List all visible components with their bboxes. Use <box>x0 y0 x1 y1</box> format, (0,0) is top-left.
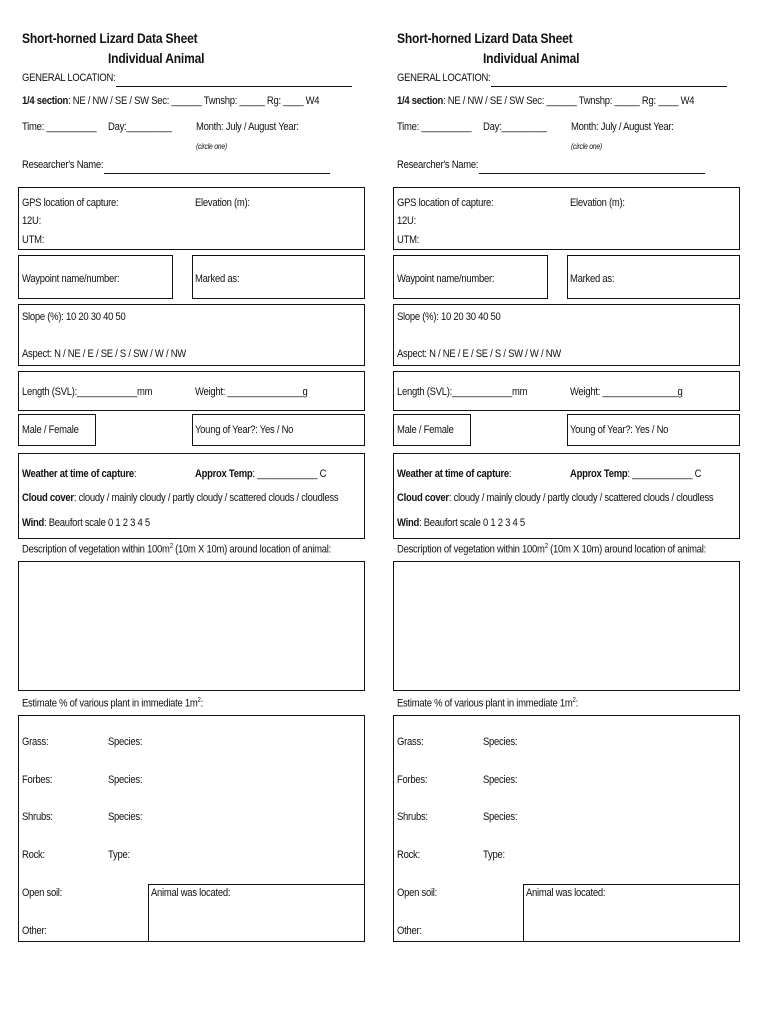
grass-species-label: Species: <box>483 736 518 748</box>
veg-description-label: Description of vegetation within $100m^2$ (10m X 10m) around location of animal: <box>22 543 331 556</box>
aspect-field: Aspect: N / NE / E / SE / S / SW / W / NW <box>397 348 561 360</box>
temp-field: Approx Temp: ____________ C <box>570 468 702 480</box>
aspect-field: Aspect: N / NE / E / SE / S / SW / W / NW <box>22 348 186 360</box>
young-options: Young of Year?: Yes / No <box>195 424 294 436</box>
data-sheet-left <box>18 0 368 1024</box>
marked-as-label: Marked as: <box>570 273 615 285</box>
other-label: Other: <box>397 925 422 937</box>
general-location-label: GENERAL LOCATION: <box>22 72 116 84</box>
rock-label: Rock: <box>397 849 420 861</box>
shrubs-species-label: Species: <box>483 811 518 823</box>
gps-label: GPS location of capture: <box>397 197 494 209</box>
slope-field: Slope (%): 10 20 30 40 50 <box>397 311 501 323</box>
elevation-label: Elevation (m): <box>570 197 625 209</box>
shrubs-species-label: Species: <box>108 811 143 823</box>
forbes-label: Forbes: <box>397 774 428 786</box>
shrubs-label: Shrubs: <box>22 811 53 823</box>
utm-label: UTM: <box>22 234 45 246</box>
estimate-label: Estimate % of various plant in immediate $1m^2$: <box>397 697 579 710</box>
veg-description-box[interactable] <box>393 561 740 691</box>
zone-label: 12U: <box>397 215 416 227</box>
gps-label: GPS location of capture: <box>22 197 119 209</box>
elevation-label: Elevation (m): <box>195 197 250 209</box>
other-label: Other: <box>22 925 47 937</box>
sex-options: Male / Female <box>22 424 79 436</box>
waypoint-label: Waypoint name/number: <box>397 273 495 285</box>
month-year-field[interactable]: Month: July / August Year: <box>571 121 674 133</box>
animal-located-label: Animal was located: <box>526 887 606 899</box>
time-field[interactable]: Time: __________ <box>397 121 472 133</box>
researcher-line[interactable] <box>479 173 705 174</box>
cloud-cover-field: Cloud cover: cloudy / mainly cloudy / partly cloudy / scattered clouds / cloudless <box>22 492 339 504</box>
sheet-title: Short-horned Lizard Data Sheet <box>397 30 573 46</box>
weight-field: Weight: _______________g <box>195 386 308 398</box>
circle-one-note: (circle one) <box>196 142 227 151</box>
temp-field: Approx Temp: ____________ C <box>195 468 327 480</box>
grass-species-label: Species: <box>108 736 143 748</box>
researcher-line[interactable] <box>104 173 330 174</box>
open-soil-label: Open soil: <box>22 887 63 899</box>
section-row: 1/4 section: NE / NW / SE / SW Sec: ______ Twnshp: _____ Rg: ____ W4 <box>22 95 320 107</box>
rock-type-label: Type: <box>108 849 130 861</box>
general-location-line[interactable] <box>116 86 352 87</box>
sheet-subtitle: Individual Animal <box>108 50 205 66</box>
grass-label: Grass: <box>22 736 49 748</box>
forbes-species-label: Species: <box>483 774 518 786</box>
length-field: Length (SVL):____________mm <box>22 386 153 398</box>
slope-field: Slope (%): 10 20 30 40 50 <box>22 311 126 323</box>
data-sheet-right <box>393 0 743 1024</box>
section-row: 1/4 section: NE / NW / SE / SW Sec: ______ Twnshp: _____ Rg: ____ W4 <box>397 95 695 107</box>
weather-label: Weather at time of capture: <box>397 468 512 480</box>
estimate-label: Estimate % of various plant in immediate $1m^2$: <box>22 697 204 710</box>
young-options: Young of Year?: Yes / No <box>570 424 669 436</box>
shrubs-label: Shrubs: <box>397 811 428 823</box>
waypoint-label: Waypoint name/number: <box>22 273 120 285</box>
researcher-label: Researcher's Name: <box>22 159 104 171</box>
forbes-label: Forbes: <box>22 774 53 786</box>
forbes-species-label: Species: <box>108 774 143 786</box>
sex-options: Male / Female <box>397 424 454 436</box>
general-location-line[interactable] <box>491 86 727 87</box>
researcher-label: Researcher's Name: <box>397 159 479 171</box>
open-soil-label: Open soil: <box>397 887 438 899</box>
rock-type-label: Type: <box>483 849 505 861</box>
cloud-cover-field: Cloud cover: cloudy / mainly cloudy / partly cloudy / scattered clouds / cloudless <box>397 492 714 504</box>
time-field[interactable]: Time: __________ <box>22 121 97 133</box>
wind-field: Wind: Beaufort scale 0 1 2 3 4 5 <box>22 517 150 529</box>
day-field[interactable]: Day:_________ <box>108 121 172 133</box>
grass-label: Grass: <box>397 736 424 748</box>
animal-located-label: Animal was located: <box>151 887 231 899</box>
marked-as-label: Marked as: <box>195 273 240 285</box>
veg-description-label: Description of vegetation within $100m^2$ (10m X 10m) around location of animal: <box>397 543 706 556</box>
length-field: Length (SVL):____________mm <box>397 386 528 398</box>
wind-field: Wind: Beaufort scale 0 1 2 3 4 5 <box>397 517 525 529</box>
zone-label: 12U: <box>22 215 41 227</box>
day-field[interactable]: Day:_________ <box>483 121 547 133</box>
sheet-subtitle: Individual Animal <box>483 50 580 66</box>
weight-field: Weight: _______________g <box>570 386 683 398</box>
sheet-title: Short-horned Lizard Data Sheet <box>22 30 198 46</box>
veg-description-box[interactable] <box>18 561 365 691</box>
general-location-label: GENERAL LOCATION: <box>397 72 491 84</box>
circle-one-note: (circle one) <box>571 142 602 151</box>
rock-label: Rock: <box>22 849 45 861</box>
weather-label: Weather at time of capture: <box>22 468 137 480</box>
utm-label: UTM: <box>397 234 420 246</box>
month-year-field[interactable]: Month: July / August Year: <box>196 121 299 133</box>
